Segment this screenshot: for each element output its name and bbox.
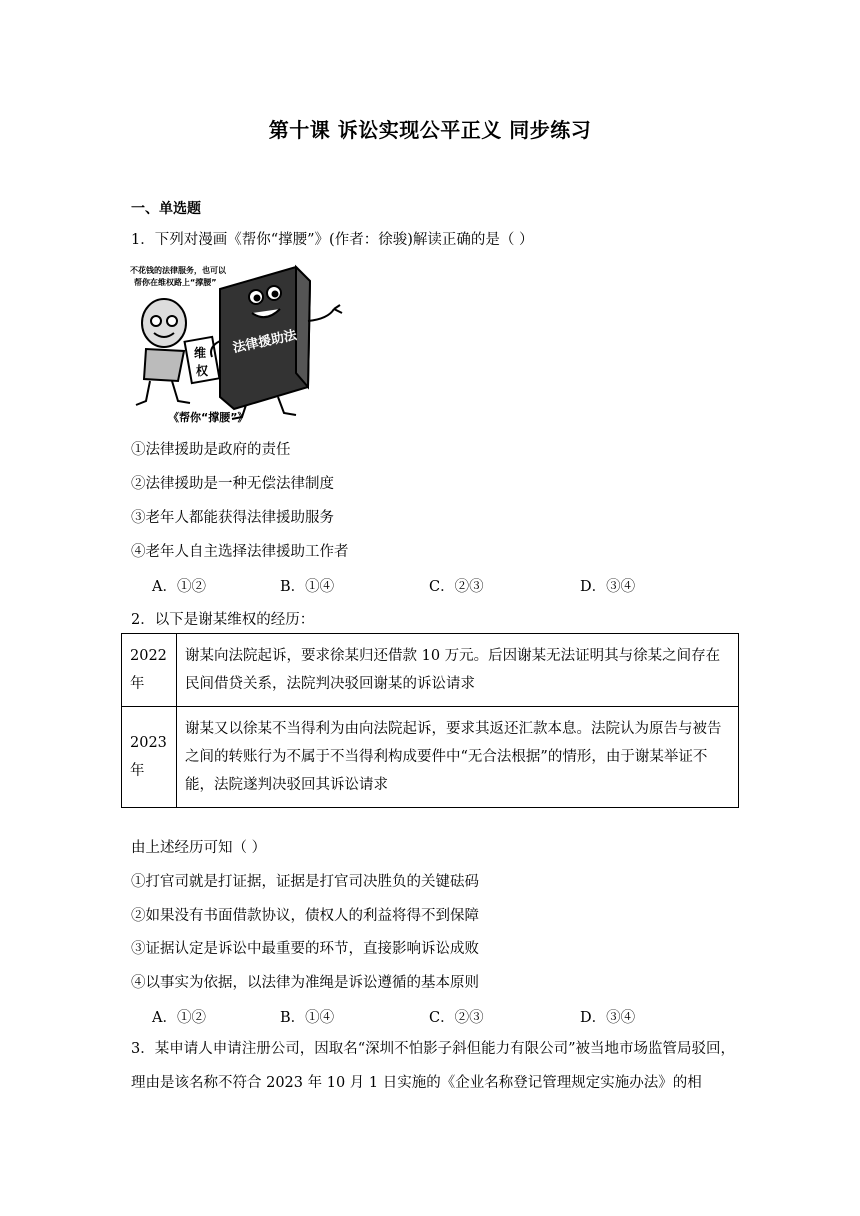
q2-option-a[interactable]: A．①② — [152, 1010, 206, 1026]
svg-text:维: 维 — [194, 346, 207, 360]
cartoon-speech-line-1: 不花钱的法律服务，也可以 — [130, 266, 226, 275]
table-row — [122, 707, 739, 808]
question-2-stem: 2．以下是谢某维权的经历： — [131, 612, 315, 628]
q1-option-c[interactable]: C．②③ — [429, 579, 484, 595]
q1-option-d[interactable]: D．③④ — [580, 579, 636, 595]
question-3-stem: 3．某申请人申请注册公司，因取名“深圳不怕影子斜但能力有限公司”被当地市场监管局驳回，理由是该名称不符合 2023 年 10 月 1 日实施的《企业名称登记管理规定实施办法》的相 — [131, 1041, 736, 1091]
q2-after-text: 由上述经历可知（ ） — [131, 840, 267, 856]
q2-statement-4: ④以事实为依据，以法律为准绳是诉讼遵循的基本原则 — [131, 975, 479, 991]
cartoon-caption: 《帮你“撑腰”》 — [168, 411, 249, 423]
q2-option-b[interactable]: B．①④ — [280, 1010, 335, 1026]
section-heading: 一、单选题 — [131, 201, 201, 217]
q1-statement-4: ④老年人自主选择法律援助工作者 — [131, 544, 349, 560]
page-title: 第十课 诉讼实现公平正义 同步练习 — [268, 118, 592, 142]
experience-table — [121, 633, 739, 808]
q2-statement-2: ②如果没有书面借款协议，债权人的利益将得不到保障 — [131, 908, 479, 924]
question-1-stem: 1．下列对漫画《帮你“撑腰”》(作者：徐骏)解读正确的是（ ） — [131, 232, 534, 248]
table-year-cell: 2022 年 — [122, 634, 177, 707]
q1-option-a[interactable]: A．①② — [152, 579, 206, 595]
q2-option-d[interactable]: D．③④ — [580, 1010, 636, 1026]
q2-statement-3: ③证据认定是诉讼中最重要的环节，直接影响诉讼成败 — [131, 941, 479, 957]
cartoon-speech-line-2: 帮你在维权路上“撑腰” — [134, 278, 217, 287]
q2-statement-1: ①打官司就是打证据，证据是打官司决胜负的关键砝码 — [131, 874, 479, 890]
q1-statement-3: ③老年人都能获得法律援助服务 — [131, 510, 334, 526]
q1-statement-1: ①法律援助是政府的责任 — [131, 442, 291, 458]
table-text-cell: 谢某又以徐某不当得利为由向法院起诉，要求其返还汇款本息。法院认为原告与被告之间的转账行为不属于不当得利构成要件中“无合法根据”的情形，由于谢某举证不能，法院遂判决驳回其诉讼请求 — [177, 707, 739, 808]
table-year-cell: 2023 年 — [122, 707, 177, 808]
q1-statement-2: ②法律援助是一种无偿法律制度 — [131, 476, 334, 492]
table-text-cell: 谢某向法院起诉，要求徐某归还借款 10 万元。后因谢某无法证明其与徐某之间存在民间借贷关系，法院判决驳回谢某的诉讼请求 — [177, 634, 739, 707]
q2-option-c[interactable]: C．②③ — [429, 1010, 484, 1026]
q1-option-b[interactable]: B．①④ — [280, 579, 335, 595]
svg-text:权: 权 — [196, 364, 209, 378]
svg-text:法律援助法: 法律援助法 — [231, 327, 299, 357]
cartoon-image — [128, 261, 356, 423]
elderly-person-figure — [136, 299, 190, 405]
legal-aid-book-figure — [211, 267, 342, 419]
table-row — [122, 634, 739, 707]
